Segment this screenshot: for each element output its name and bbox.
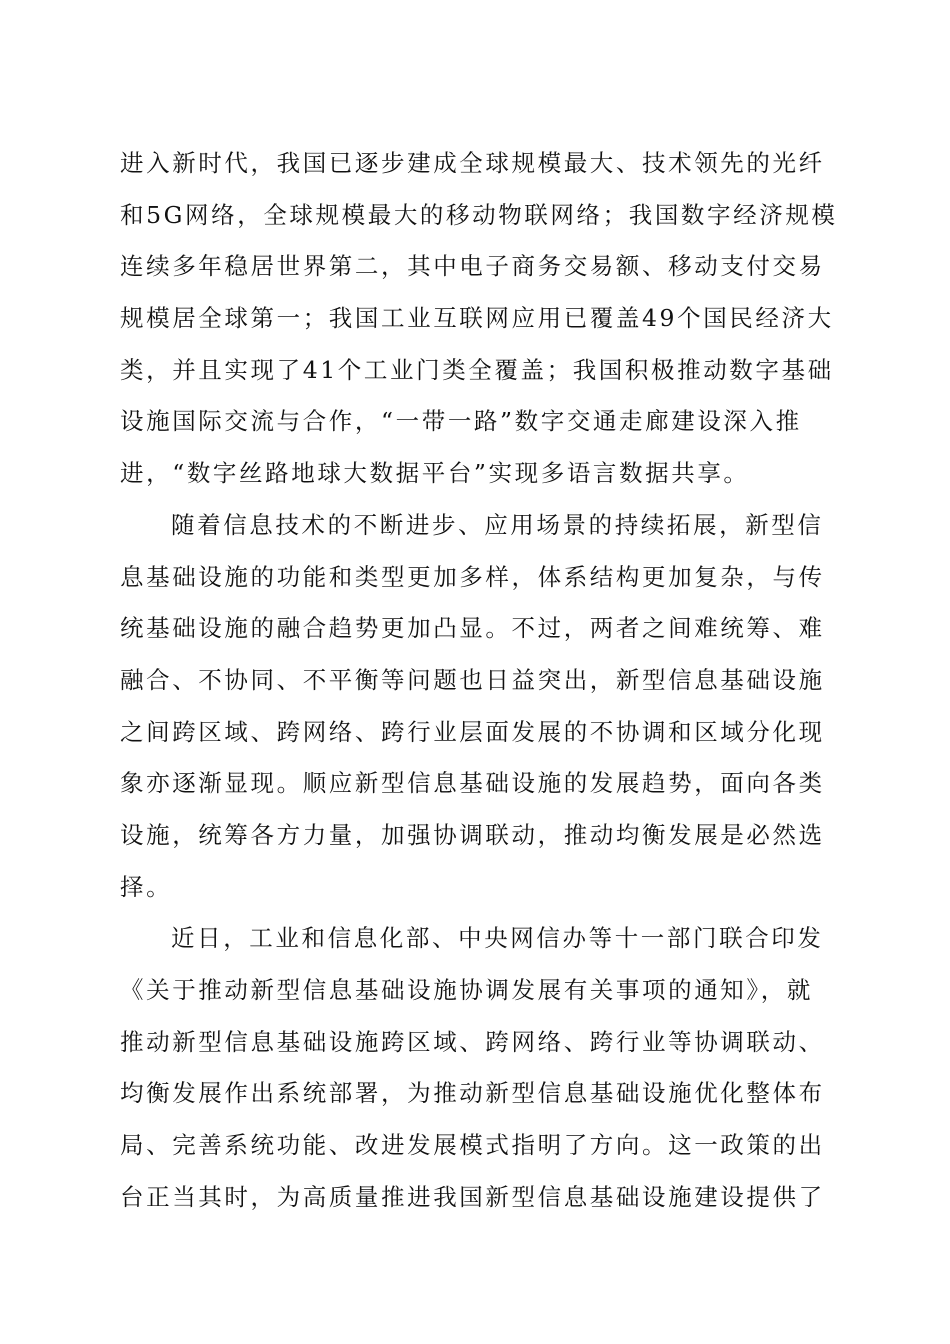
text-line: 融合、不协同、不平衡等问题也日益突出，新型信息基础设施 xyxy=(120,665,825,694)
text-line: 择。 xyxy=(120,872,173,901)
text-line: 和5G网络，全球规模最大的移动物联网络；我国数字经济规模 xyxy=(120,200,838,229)
text-line: 推动新型信息基础设施跨区域、跨网络、跨行业等协调联动、 xyxy=(120,1027,825,1056)
text-line: 息基础设施的功能和类型更加多样，体系结构更加复杂，与传 xyxy=(120,562,825,591)
text-line: 局、完善系统功能、改进发展模式指明了方向。这一政策的出 xyxy=(120,1131,825,1160)
text-line: 《关于推动新型信息基础设施协调发展有关事项的通知》，就 xyxy=(120,976,813,1004)
body-text xyxy=(120,138,838,1223)
text-line: 规模居全球第一；我国工业互联网应用已覆盖49个国民经济大 xyxy=(120,304,834,333)
paragraph-2 xyxy=(120,500,832,914)
text-line: 进，“数字丝路地球大数据平台”实现多语言数据共享。 xyxy=(120,459,750,488)
text-line: 统基础设施的融合趋势更加凸显。不过，两者之间难统筹、难 xyxy=(120,614,825,643)
text-line: 之间跨区域、跨网络、跨行业层面发展的不协调和区域分化现 xyxy=(120,717,825,746)
text-line: 类，并且实现了41个工业门类全覆盖；我国积极推动数字基础 xyxy=(120,355,834,384)
text-line: 随着信息技术的不断进步、应用场景的持续拓展，新型信 xyxy=(171,510,824,539)
text-line: 设施，统筹各方力量，加强协调联动，推动均衡发展是必然选 xyxy=(120,820,825,849)
text-line: 近日，工业和信息化部、中央网信办等十一部门联合印发 xyxy=(171,924,824,953)
text-line: 设施国际交流与合作，“一带一路”数字交通走廊建设深入推 xyxy=(120,407,802,436)
text-line: 进入新时代，我国已逐步建成全球规模最大、技术领先的光纤 xyxy=(120,149,825,177)
text-line: 台正当其时，为高质量推进我国新型信息基础设施建设提供了 xyxy=(120,1182,825,1211)
text-line: 均衡发展作出系统部署，为推动新型信息基础设施优化整体布 xyxy=(120,1079,825,1108)
paragraph-3 xyxy=(120,913,832,1223)
text-line: 象亦逐渐显现。顺应新型信息基础设施的发展趋势，面向各类 xyxy=(120,769,825,798)
text-line: 连续多年稳居世界第二，其中电子商务交易额、移动支付交易 xyxy=(120,252,825,281)
paragraph-1 xyxy=(120,138,838,500)
